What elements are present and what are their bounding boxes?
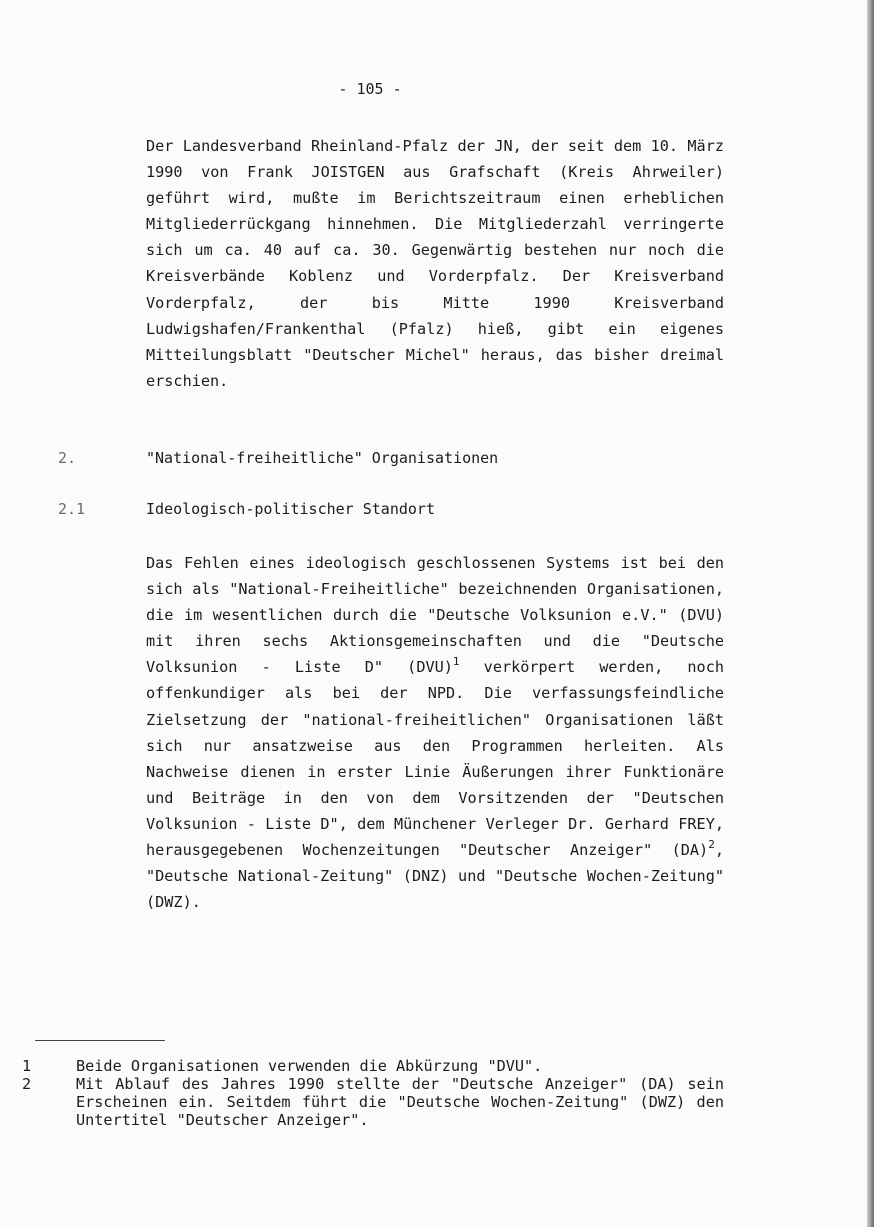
footnote-text: Mit Ablauf des Jahres 1990 stellte der "Deutsche Anzeiger" (DA) sein Erscheinen ein. Seitdem führt die "Deutsche Wochen-Zeitung" (DWZ) den Untertitel "Deutscher Anzeiger".: [76, 1075, 724, 1129]
footnote-text: Beide Organisationen verwenden die Abkürzung "DVU".: [76, 1057, 543, 1075]
paragraph-text: Das Fehlen eines ideologisch geschlossenen Systems ist bei den sich als "National-Freiheitliche" bezeichnenden Organisationen, die im wesentlichen durch die "Deutsche Volksunion e.V." (DVU) mit ihren sechs Aktionsgemeinschaften und die "Deutsche Volksunion - Liste D" (DVU): [146, 554, 724, 677]
section-number: 2.1: [58, 500, 86, 518]
footnote-divider: [35, 1040, 165, 1041]
section-title: "National-freiheitliche" Organisationen: [146, 449, 499, 467]
paragraph-landesverband: Der Landesverband Rheinland-Pfalz der JN, der seit dem 10. März 1990 von Frank JOISTGEN aus Grafschaft (Kreis Ahrweiler) geführt wird, mußte im Berichtszeitraum einen erheblichen Mitgliederrückgang hinnehmen. Die Mitgliederzahl verringerte sich um ca. 40 auf ca. 30. Gegenwärtig bestehen nur noch die Kreisverbände Koblenz und Vorderpfalz. Der Kreisverband Vorderpfalz, der bis Mitte 1990 Kreisverband Ludwigshafen/Frankenthal (Pfalz) hieß, gibt ein eigenes Mitteilungsblatt "Deutscher Michel" heraus, das bisher dreimal erschien.: [146, 137, 724, 390]
section-number: 2.: [58, 449, 77, 467]
paragraph-text: verkörpert werden, noch offenkundiger als bei der NPD. Die verfassungsfeindliche Zielsetzung der "national-freiheitlichen" Organisationen läßt sich nur ansatzweise aus den Programmen herleiten. Als Nachweise dienen in erster Linie Äußerungen ihrer Funktionäre und Beiträge in den von dem Vorsitzenden der "Deutschen Volksunion - Liste D", dem Münchener Verleger Dr. Gerhard FREY, herausgegebenen Wochenzeitungen "Deutscher Anzeiger" (DA): [146, 658, 724, 860]
footnote-number: 2: [22, 1075, 32, 1093]
paragraph-ideologie: [146, 550, 724, 915]
paragraph-text: , "Deutsche National-Zeitung" (DNZ) und "Deutsche Wochen-Zeitung" (DWZ).: [146, 841, 724, 912]
section-title: Ideologisch-politischer Standort: [146, 500, 435, 518]
page-number: - 105 -: [338, 80, 402, 98]
footnote-ref-2: 2: [708, 838, 715, 852]
footnote-ref-1: 1: [452, 655, 460, 669]
scan-edge-shadow: [867, 0, 874, 1227]
footnote-number: 1: [22, 1057, 32, 1075]
